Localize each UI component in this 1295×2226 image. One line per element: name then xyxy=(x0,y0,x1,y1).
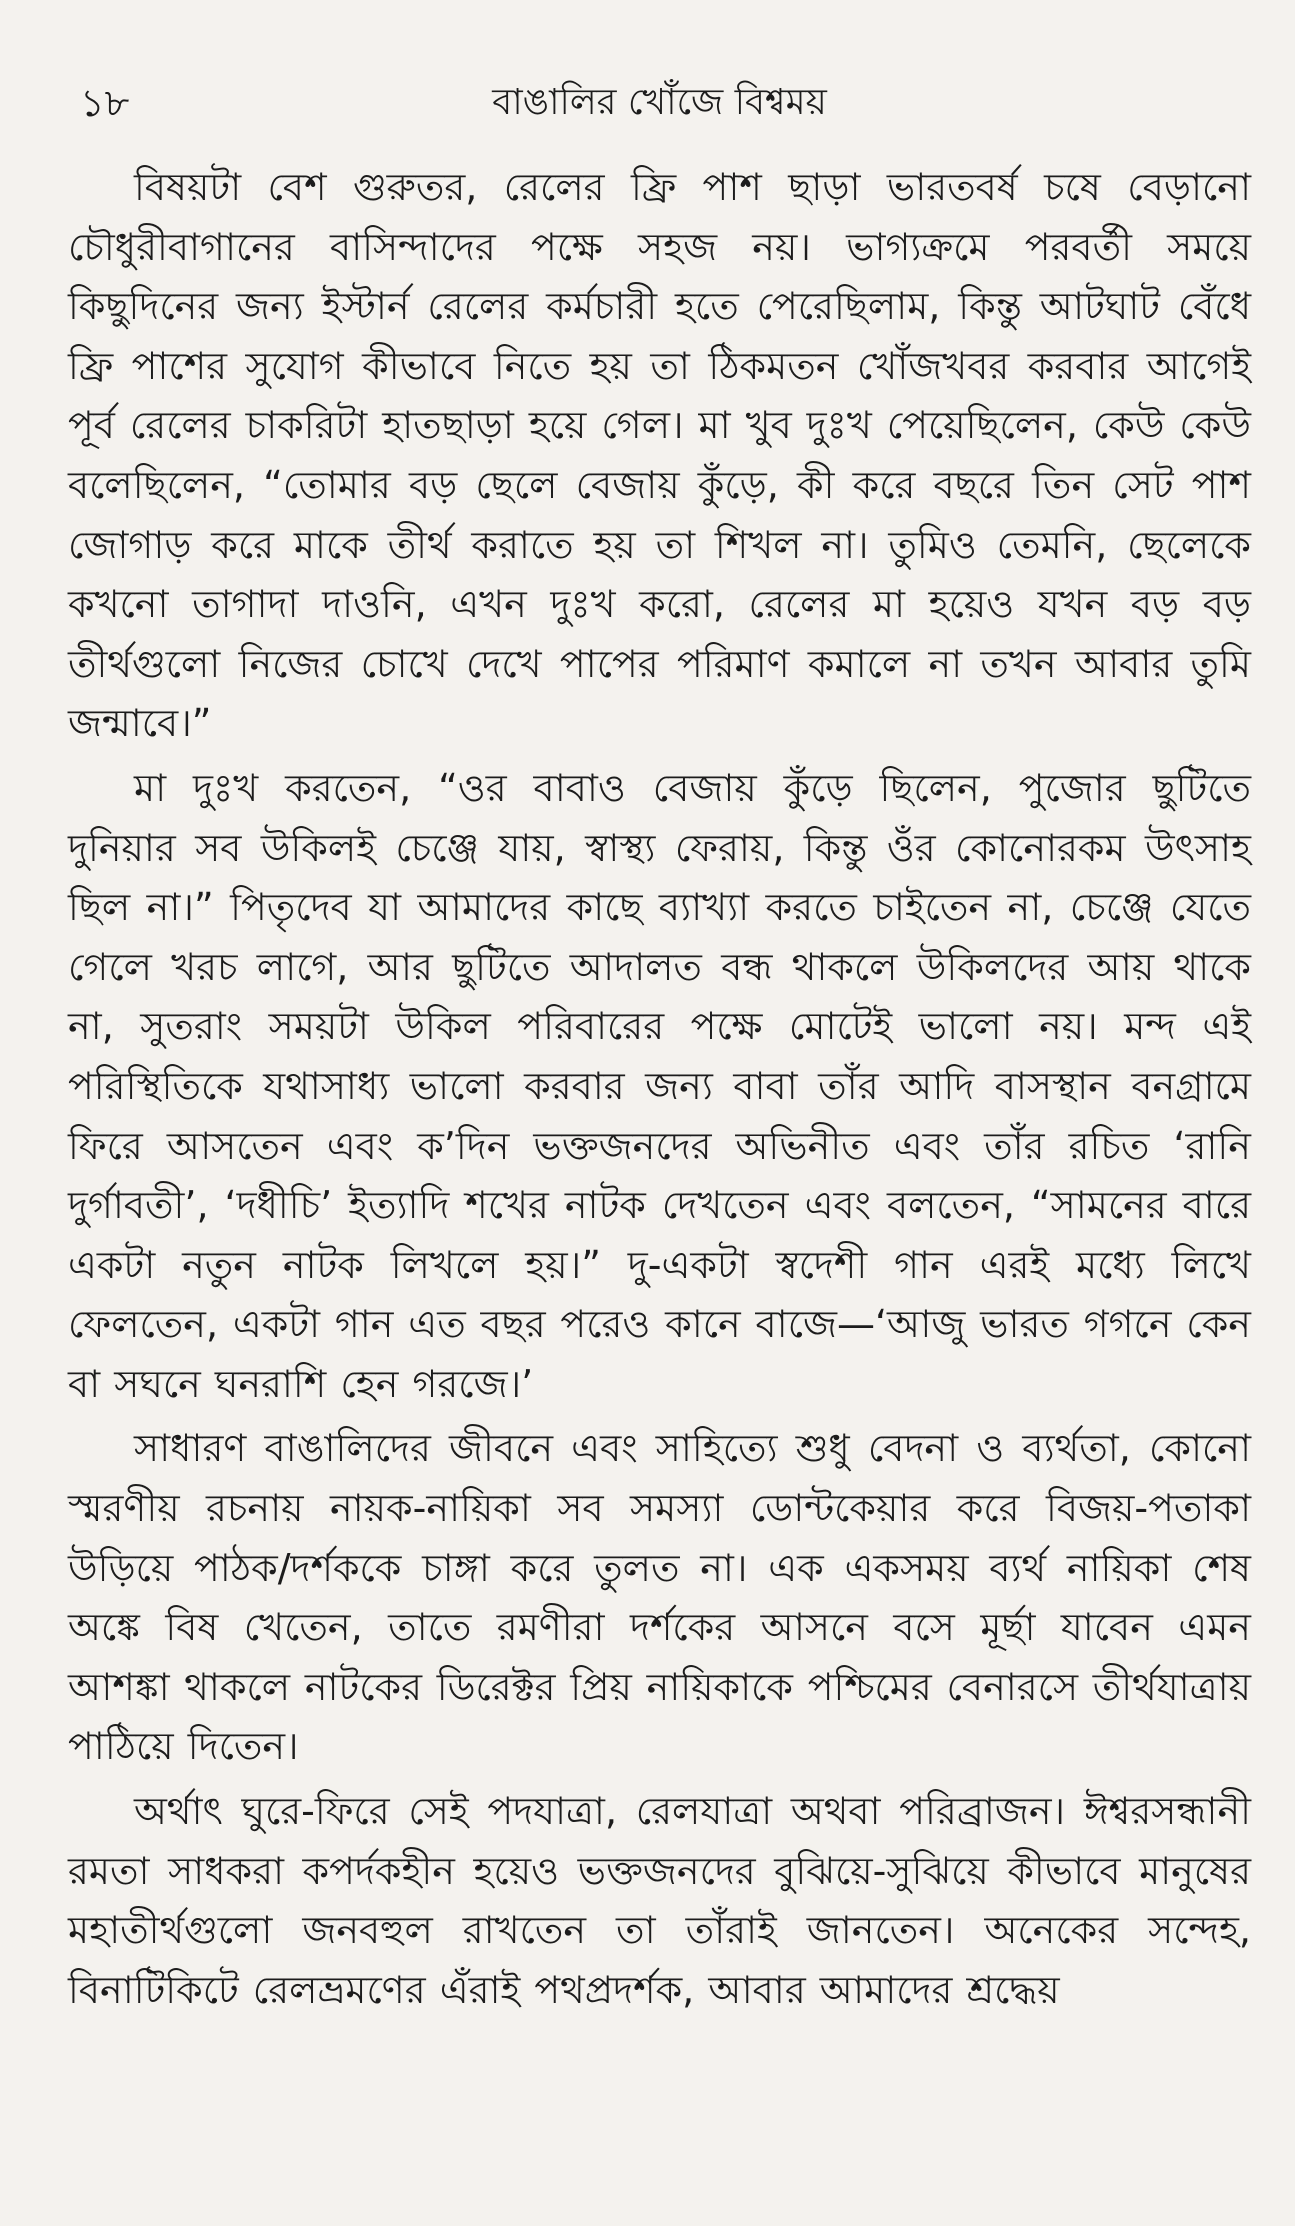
running-title: বাঙালির খোঁজে বিশ্বময় xyxy=(492,82,827,123)
paragraph: মা দুঃখ করতেন, “ওর বাবাও বেজায় কুঁড়ে ছিলেন, পুজোর ছুটিতে দুনিয়ার সব উকিলই চেঞ্জে যায়, স্বাস্থ্য ফেরায়, কিন্তু ওঁর কোনোরকম উৎসাহ ছিল না।” পিতৃদেব যা আমাদের কাছে ব্যাখ্যা করতে চাইতেন না, চেঞ্জে যেতে গেলে খরচ লাগে, আর ছুটিতে আদালত বন্ধ থাকলে উকিলদের আয় থাকে না, সুতরাং সময়টা উকিল পরিবারের পক্ষে মোটেই ভালো নয়। মন্দ এই পরিস্থিতিকে যথাসাধ্য ভালো করবার জন্য বাবা তাঁর আদি বাসস্থান বনগ্রামে ফিরে আসতেন এবং ক’দিন ভক্তজনদের অভিনীত এবং তাঁর রচিত ‘রানি দুর্গাবতী’, ‘দধীচি’ ইত্যাদি শখের নাটক দেখতেন এবং বলতেন, “সামনের বারে একটা নতুন নাটক লিখলে হয়।” দু-একটা স্বদেশী গান এরই মধ্যে লিখে ফেলতেন, একটা গান এত বছর পরেও কানে বাজে—‘আজু ভারত গগনে কেন বা সঘনে ঘনরাশি হেন গরজে।’ xyxy=(68,765,1251,1406)
paragraph: অর্থাৎ ঘুরে-ফিরে সেই পদযাত্রা, রেলযাত্রা অথবা পরিব্রাজন। ঈশ্বরসন্ধানী রমতা সাধকরা কপর্দকহীন হয়েও ভক্তজনদের বুঝিয়ে-সুঝিয়ে কীভাবে মানুষের মহাতীর্থগুলো জনবহুল রাখতেন তা তাঁরাই জানতেন। অনেকের সন্দেহ, বিনাটিকিটে রেলভ্রমণের এঁরাই পথপ্রদর্শক, আবার আমাদের শ্রদ্ধেয় xyxy=(68,1789,1251,2012)
running-head xyxy=(68,78,1251,144)
page-number: ১৮ xyxy=(80,81,130,125)
paragraph: বিষয়টা বেশ গুরুতর, রেলের ফ্রি পাশ ছাড়া ভারতবর্ষ চষে বেড়ানো চৌধুরীবাগানের বাসিন্দাদের পক্ষে সহজ নয়। ভাগ্যক্রমে পরবর্তী সময়ে কিছুদিনের জন্য ইস্টার্ন রেলের কর্মচারী হতে পেরেছিলাম, কিন্তু আটঘাট বেঁধে ফ্রি পাশের সুযোগ কীভাবে নিতে হয় তা ঠিকমতন খোঁজখবর করবার আগেই পূর্ব রেলের চাকরিটা হাতছাড়া হয়ে গেল। মা খুব দুঃখ পেয়েছিলেন, কেউ কেউ বলেছিলেন, “তোমার বড় ছেলে বেজায় কুঁড়ে, কী করে বছরে তিন সেট পাশ জোগাড় করে মাকে তীর্থ করাতে হয় তা শিখল না। তুমিও তেমনি, ছেলেকে কখনো তাগাদা দাওনি, এখন দুঃখ করো, রেলের মা হয়েও যখন বড় বড় তীর্থগুলো নিজের চোখে দেখে পাপের পরিমাণ কমালে না তখন আবার তুমি জন্মাবে।” xyxy=(68,165,1251,746)
body-text xyxy=(68,158,1251,2020)
paragraph: সাধারণ বাঙালিদের জীবনে এবং সাহিত্যে শুধু বেদনা ও ব্যর্থতা, কোনো স্মরণীয় রচনায় নায়ক-নায়িকা সব সমস্যা ডোন্টকেয়ার করে বিজয়-পতাকা উড়িয়ে পাঠক/দর্শককে চাঙ্গা করে তুলত না। এক একসময় ব্যর্থ নায়িকা শেষ অঙ্কে বিষ খেতেন, তাতে রমণীরা দর্শকের আসনে বসে মূর্ছা যাবেন এমন আশঙ্কা থাকলে নাটকের ডিরেক্টর প্রিয় নায়িকাকে পশ্চিমের বেনারসে তীর্থযাত্রায় পাঠিয়ে দিতেন। xyxy=(68,1426,1252,1769)
